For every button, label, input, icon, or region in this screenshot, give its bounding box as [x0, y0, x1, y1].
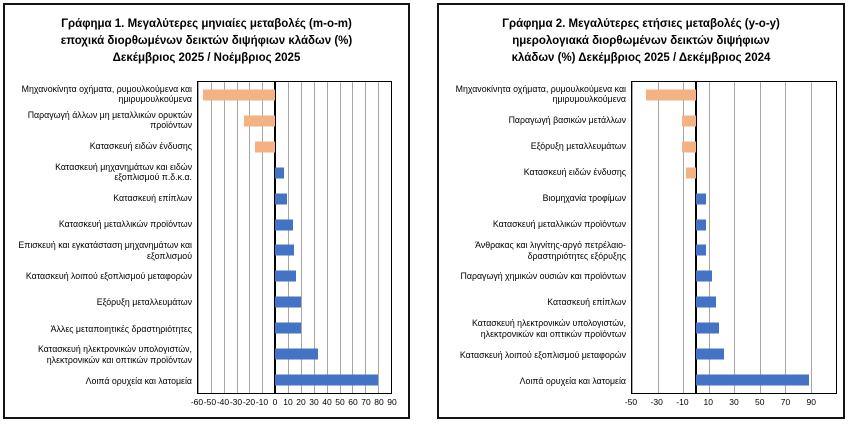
- chart-1-x-axis: [190, 394, 397, 410]
- x-tick-label: 50: [335, 397, 345, 407]
- category-label: Άνθρακας και λιγνίτης-αργό πετρέλαιο-δραστηριότητες εξόρυξης: [475, 240, 626, 261]
- bar-positive: [275, 323, 301, 334]
- x-tick-label: -50: [203, 397, 217, 407]
- category-label: Κατασκευή επίπλων: [547, 297, 626, 308]
- bar-positive: [275, 375, 378, 386]
- category-label: Κατασκευή λοιπού εξοπλισμού μεταφορών: [25, 271, 192, 282]
- chart-2-title-line-1: Γράφημα 2. Μεγαλύτερες ετήσιες μεταβολές (y-o-y): [502, 18, 780, 30]
- bar-positive: [696, 375, 809, 386]
- chart-2-plot-area: [631, 81, 837, 394]
- bar-positive: [696, 297, 716, 308]
- x-tick-label: 70: [361, 397, 371, 407]
- category-label: Βιομηχανία τροφίμων: [542, 193, 626, 204]
- bar-row: [632, 134, 836, 160]
- bar-positive: [275, 245, 294, 256]
- chart-2-body: [443, 81, 837, 413]
- x-tick-label: 40: [322, 397, 332, 407]
- x-tick-label: 10: [283, 397, 293, 407]
- chart-1-category-labels: [9, 81, 197, 394]
- bar-rows: [632, 82, 836, 393]
- bar-positive: [275, 297, 301, 308]
- category-label: Παραγωγή άλλων μη μεταλλικών ορυκτών προϊόντων: [27, 109, 192, 131]
- category-label: Κατασκευή ηλεκτρονικών υπολογιστών, ηλεκτρονικών και οπτικών προϊόντων: [472, 318, 626, 339]
- bar-row: [632, 212, 836, 238]
- bar-positive: [275, 349, 317, 360]
- x-tick-label: -30: [650, 397, 663, 407]
- bar-positive: [696, 193, 706, 204]
- bar-row: [198, 160, 391, 186]
- bar-row: [198, 367, 391, 393]
- chart-2-plot-column: [624, 81, 837, 413]
- bar-positive: [696, 349, 724, 360]
- gridline: [836, 82, 837, 393]
- chart-1-plot-area: [197, 81, 392, 394]
- category-label: Παραγωγή βασικών μετάλλων: [508, 114, 626, 125]
- category-label: Επισκευή και εγκατάσταση μηχανημάτων και εξοπλισμού: [18, 240, 192, 261]
- chart-2-title-line-3: κλάδων (%) Δεκέμβριος 2025 / Δεκέμβριος 2024: [511, 52, 771, 64]
- x-tick-label: 90: [387, 397, 397, 407]
- bar-positive: [275, 219, 293, 230]
- bar-positive: [696, 271, 713, 282]
- bar-positive: [275, 193, 287, 204]
- category-label: Κατασκευή ηλεκτρονικών υπολογιστών, ηλεκτρονικών και οπτικών προϊόντων: [38, 344, 192, 365]
- bar-row: [198, 289, 391, 315]
- bar-negative: [203, 89, 275, 100]
- bar-positive: [696, 245, 706, 256]
- bar-negative: [686, 167, 696, 178]
- chart-2-category-labels: [443, 81, 631, 394]
- bar-row: [632, 341, 836, 367]
- x-tick-label: -10: [676, 397, 689, 407]
- chart-2-x-axis: [624, 394, 837, 410]
- category-label: Παραγωγή χημικών ουσιών και προϊόντων: [460, 271, 626, 282]
- bar-row: [632, 160, 836, 186]
- chart-1-title-line-1: Γράφημα 1. Μεγαλύτερες μηνιαίες μεταβολές (m-o-m): [61, 18, 352, 30]
- x-tick-label: -20: [242, 397, 256, 407]
- category-label: Κατασκευή μεταλλικών προϊόντων: [492, 219, 626, 230]
- category-label: Μηχανοκίνητα οχήματα, ρυμουλκούμενα και ημιρυμουλκούμενα: [455, 83, 626, 105]
- bar-negative: [244, 115, 275, 126]
- chart-1-body: [9, 81, 397, 413]
- bar-row: [198, 212, 391, 238]
- bar-negative: [682, 115, 696, 126]
- category-label: Λοιπά ορυχεία και λατομεία: [519, 375, 626, 386]
- bar-negative: [682, 141, 696, 152]
- bar-row: [198, 315, 391, 341]
- gridline: [391, 82, 392, 393]
- bar-row: [632, 367, 836, 393]
- category-label: Λοιπά ορυχεία και λατομεία: [85, 375, 192, 386]
- chart-1-plot-column: [190, 81, 397, 413]
- chart-2-title: [439, 5, 843, 67]
- bar-row: [198, 341, 391, 367]
- category-label: Κατασκευή ειδών ένδυσης: [89, 141, 192, 151]
- bar-row: [632, 263, 836, 289]
- chart-1-title-line-2: εποχικά διορθωμένων δεικτών διψήφιων κλάδων (%): [60, 35, 353, 47]
- x-tick-label: -10: [255, 397, 269, 407]
- category-label: Κατασκευή μεταλλικών προϊόντων: [58, 219, 192, 230]
- chart-panel-2: [437, 3, 845, 419]
- x-tick-label: -30: [229, 397, 243, 407]
- x-tick-label: 20: [296, 397, 306, 407]
- x-tick-label: 30: [309, 397, 319, 407]
- bar-row: [632, 82, 836, 108]
- category-label: Μηχανοκίνητα οχήματα, ρυμουλκούμενα και ημιρυμουλκούμενα: [21, 83, 192, 105]
- x-tick-label: -40: [216, 397, 230, 407]
- bar-row: [632, 186, 836, 212]
- bar-row: [632, 315, 836, 341]
- bar-negative: [646, 89, 696, 100]
- bar-positive: [696, 323, 719, 334]
- category-label: Κατασκευή λοιπού εξοπλισμού μεταφορών: [459, 349, 626, 360]
- bar-positive: [275, 167, 284, 178]
- category-label: Εξόρυξη μεταλλευμάτων: [530, 141, 626, 151]
- bar-row: [632, 238, 836, 264]
- bar-positive: [696, 219, 706, 230]
- x-tick-label: -60: [190, 397, 204, 407]
- x-tick-label: -50: [624, 397, 638, 407]
- bar-row: [198, 108, 391, 134]
- bar-rows: [198, 82, 391, 393]
- chart-panel-1: [3, 3, 410, 419]
- x-tick-label: 10: [703, 397, 713, 407]
- bar-positive: [275, 271, 296, 282]
- x-tick-label: 80: [374, 397, 384, 407]
- bar-row: [632, 289, 836, 315]
- category-label: Κατασκευή ειδών ένδυσης: [523, 167, 626, 178]
- x-tick-label: 70: [780, 397, 791, 407]
- bar-row: [198, 82, 391, 108]
- bar-row: [632, 108, 836, 134]
- bar-negative: [255, 141, 276, 152]
- chart-2-title-line-2: ημερολογιακά διορθωμένων δεικτών διψήφιων: [512, 35, 770, 47]
- category-label: Άλλες μεταποιητικές δραστηριότητες: [50, 323, 192, 334]
- bar-row: [198, 186, 391, 212]
- chart-1-title: [5, 5, 408, 67]
- x-tick-label: 90: [806, 397, 816, 407]
- chart-1-title-line-3: Δεκέμβριος 2025 / Νοέμβριος 2025: [112, 52, 301, 64]
- x-tick-label: 50: [755, 397, 765, 407]
- bar-row: [198, 263, 391, 289]
- x-tick-label: 0: [272, 397, 278, 407]
- category-label: Εξόρυξη μεταλλευμάτων: [96, 297, 192, 308]
- bar-row: [198, 238, 391, 264]
- category-label: Κατασκευή μηχανημάτων και ειδών εξοπλισμού π.δ.κ.α.: [55, 161, 192, 183]
- x-tick-label: 30: [729, 397, 739, 407]
- bar-row: [198, 134, 391, 160]
- category-label: Κατασκευή επίπλων: [113, 193, 192, 204]
- x-tick-label: 60: [348, 397, 358, 407]
